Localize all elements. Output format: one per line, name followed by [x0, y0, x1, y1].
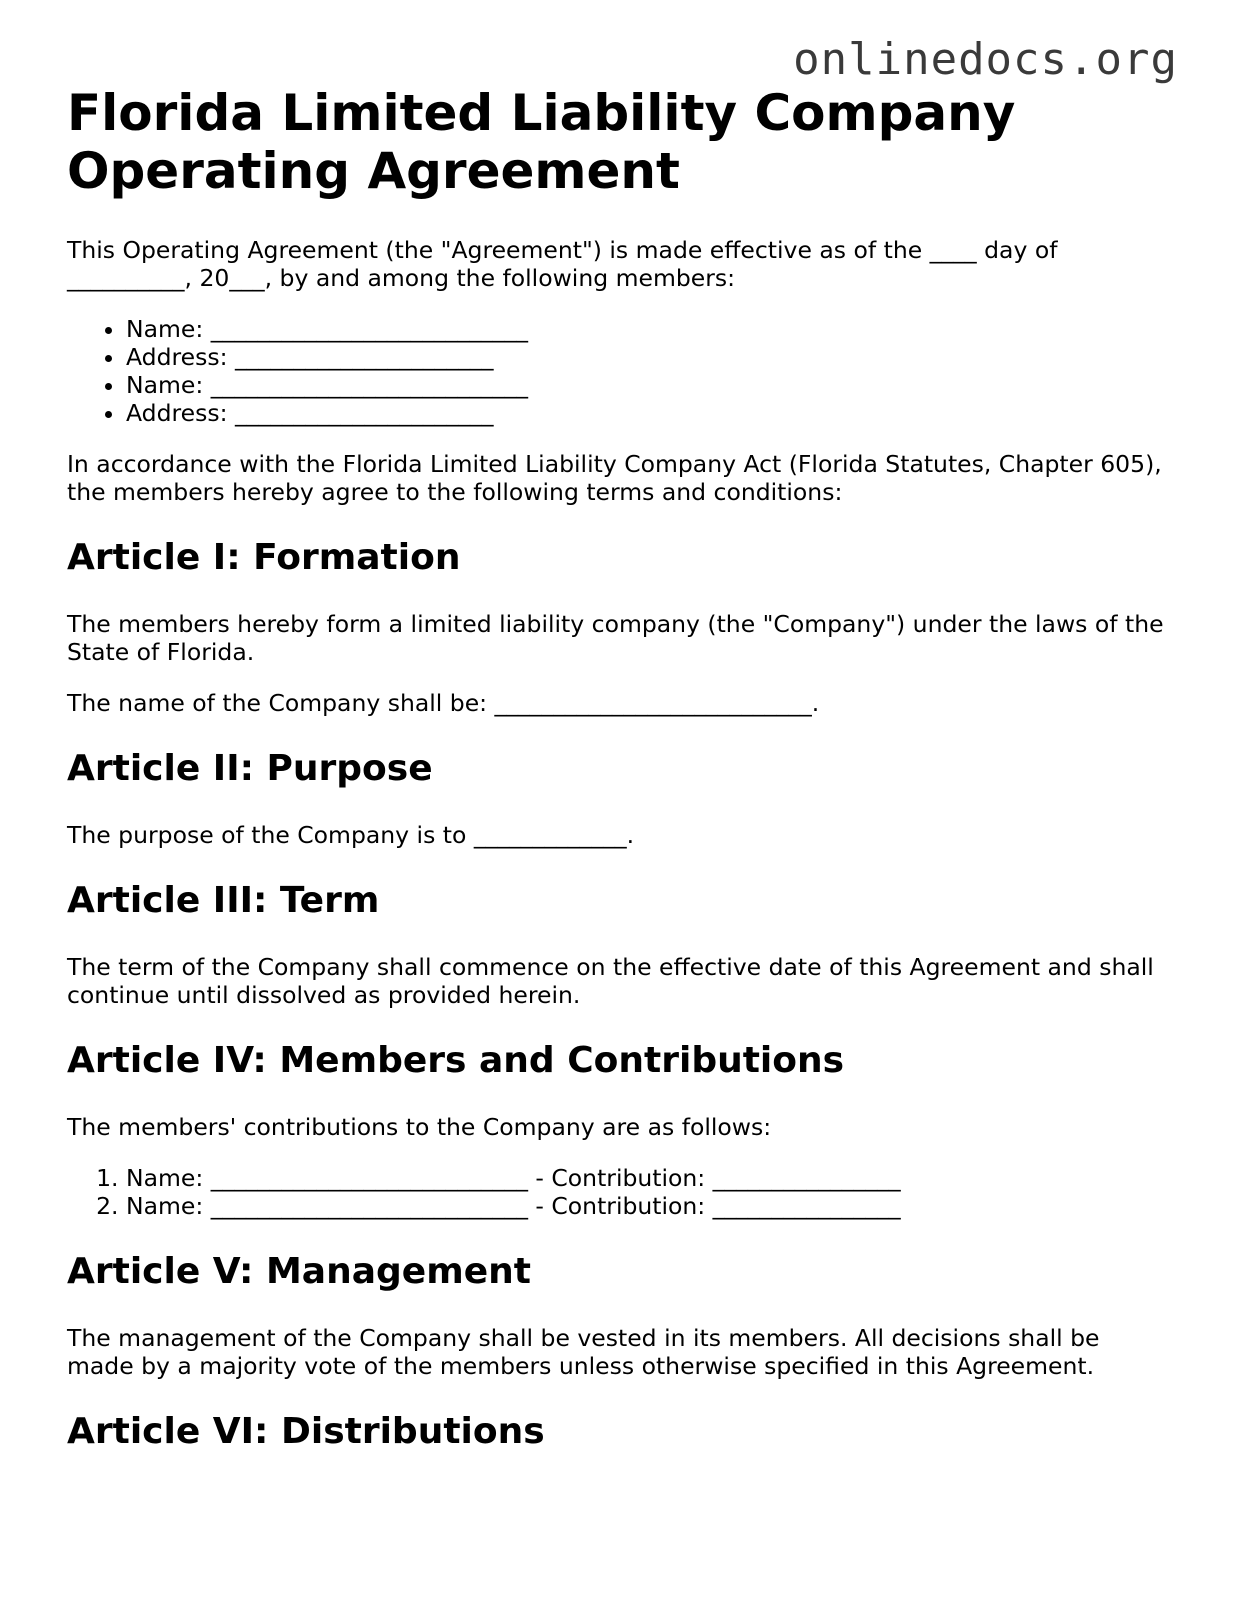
article-5-heading: Article V: Management	[67, 1251, 531, 1292]
watermark: onlinedocs.org	[793, 34, 1178, 85]
accordance-paragraph: In accordance with the Florida Limited Liability Company Act (Florida Statutes, Chapter 605), the members hereby agree to the following terms and conditions:	[67, 450, 1162, 506]
member-list	[67, 315, 1167, 427]
document-title: Florida Limited Liability Company Operating Agreement	[67, 84, 1016, 200]
contribution-item: 2. Name: ___________________________ - Contribution: ________________	[126, 1192, 1167, 1220]
document-body	[67, 84, 1167, 1484]
member-name-line: • Name: ___________________________	[126, 315, 1167, 343]
article-4-paragraph-1: The members' contributions to the Company are as follows:	[67, 1113, 772, 1141]
contribution-list	[67, 1164, 1167, 1220]
article-1-paragraph-1: The members hereby form a limited liability company (the "Company") under the laws of the State of Florida.	[67, 610, 1164, 666]
member-address-line: • Address: ______________________	[126, 399, 1167, 427]
article-2-heading: Article II: Purpose	[67, 748, 433, 789]
intro-paragraph: This Operating Agreement (the "Agreement") is made effective as of the ____ day of __________, 20___, by and among the following members:	[67, 236, 1058, 292]
member-address-line: • Address: ______________________	[126, 343, 1167, 371]
article-6-heading: Article VI: Distributions	[67, 1411, 545, 1452]
article-4-heading: Article IV: Members and Contributions	[67, 1040, 845, 1081]
article-5-paragraph-1: The management of the Company shall be vested in its members. All decisions shall be made by a majority vote of the members unless otherwise specified in this Agreement.	[67, 1324, 1100, 1380]
article-3-paragraph-1: The term of the Company shall commence on the effective date of this Agreement and shall continue until dissolved as provided herein.	[67, 953, 1154, 1009]
article-2-paragraph-1: The purpose of the Company is to _____________.	[67, 821, 635, 849]
article-3-heading: Article III: Term	[67, 880, 380, 921]
article-1-paragraph-2: The name of the Company shall be: ___________________________.	[67, 689, 820, 717]
member-name-line: • Name: ___________________________	[126, 371, 1167, 399]
contribution-item: 1. Name: ___________________________ - Contribution: ________________	[126, 1164, 1167, 1192]
article-1-heading: Article I: Formation	[67, 537, 461, 578]
